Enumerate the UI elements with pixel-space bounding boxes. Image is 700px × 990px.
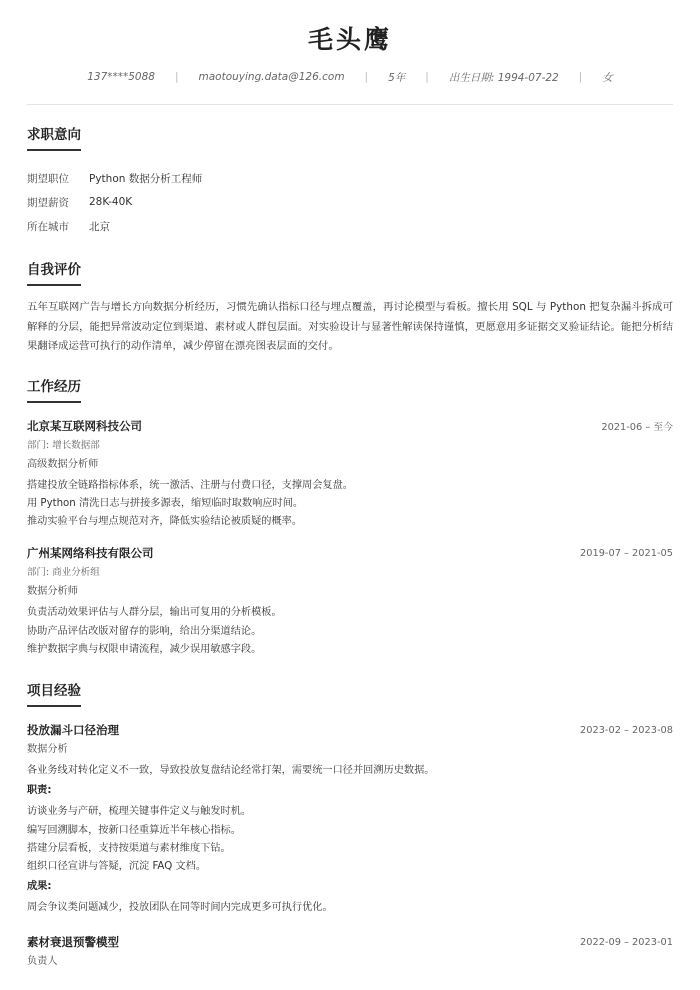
intent-key: 期望薪资 bbox=[27, 196, 69, 209]
company-name: 广州某网络科技有限公司 bbox=[27, 546, 154, 561]
project-duties bbox=[27, 803, 673, 876]
project-date: 2023-02 – 2023-08 bbox=[580, 724, 673, 736]
department: 部门: 增长数据部 bbox=[27, 439, 100, 451]
company-name: 北京某互联网科技公司 bbox=[27, 418, 142, 433]
self-eval-section bbox=[27, 259, 673, 357]
intent-row bbox=[27, 214, 673, 238]
work-section bbox=[27, 376, 673, 660]
intent-value: 28K-40K bbox=[89, 196, 133, 208]
separator: | bbox=[364, 71, 369, 83]
job-title: 数据分析师 bbox=[27, 586, 78, 598]
candidate-name: 毛头鹰 bbox=[307, 25, 392, 54]
experience-years: 5年 bbox=[388, 71, 406, 84]
project-entry bbox=[27, 721, 673, 917]
section-title-projects: 项目经验 bbox=[27, 682, 81, 707]
email-text: maotouying.data@126.com bbox=[198, 71, 345, 83]
work-duties bbox=[27, 604, 673, 659]
duty-item: 维护数据字典与权限申请流程，减少误用敏感字段。 bbox=[27, 643, 262, 655]
project-entry-header bbox=[27, 933, 673, 951]
project-date: 2022-09 – 2023-01 bbox=[580, 936, 673, 948]
intent-row bbox=[27, 166, 673, 190]
self-eval-text: 五年互联网广告与增长方向数据分析经历，习惯先确认指标口径与埋点覆盖，再讨论模型与看板。擅长用 SQL 与 Python 把复杂漏斗拆成可解释的分层，能把异常波动定位到渠道、素材或人群包层面。对实验设计与显著性解读保持谨慎，更愿意用多证据交叉验证结论。能把分析结果翻译成运营可执行的动作清单，减少停留在漂亮图表层面的交付。 bbox=[27, 301, 673, 352]
birth-date: 出生日期: 1994-07-22 bbox=[448, 71, 559, 84]
separator: | bbox=[578, 71, 583, 83]
separator: | bbox=[425, 71, 429, 83]
duty-item: 用 Python 清洗日志与拼接多源表，缩短临时取数响应时间。 bbox=[27, 497, 304, 509]
work-date: 2021-06 – 至今 bbox=[601, 421, 673, 433]
job-title: 高级数据分析师 bbox=[27, 458, 99, 470]
duty-item: 负责活动效果评估与人群分层，输出可复用的分析模板。 bbox=[27, 607, 282, 619]
work-entry bbox=[27, 417, 673, 532]
intent-value: 北京 bbox=[89, 220, 110, 233]
result-label: 成果: bbox=[27, 881, 52, 893]
duty-item: 访谈业务与产研，梳理关键事件定义与触发时机。 bbox=[27, 806, 252, 818]
work-entry-header bbox=[27, 544, 673, 562]
phone-text: 137****5088 bbox=[87, 71, 155, 83]
duty-item: 编写回溯脚本，按新口径重算近半年核心指标。 bbox=[27, 824, 241, 836]
gender-text: 女 bbox=[602, 71, 613, 84]
project-entry bbox=[27, 933, 673, 971]
section-title-self-eval: 自我评价 bbox=[27, 261, 81, 286]
work-date: 2019-07 – 2021-05 bbox=[580, 547, 673, 559]
section-title-work: 工作经历 bbox=[27, 378, 81, 403]
duties-label: 职责: bbox=[27, 785, 52, 797]
intent-row bbox=[27, 190, 673, 214]
section-title-intent: 求职意向 bbox=[27, 126, 81, 151]
project-name: 素材衰退预警模型 bbox=[27, 935, 119, 950]
duty-item: 组织口径宣讲与答疑，沉淀 FAQ 文档。 bbox=[27, 861, 207, 873]
project-role: 负责人 bbox=[27, 956, 58, 968]
work-entry-header bbox=[27, 417, 673, 435]
duty-item: 搭建分层看板，支持按渠道与素材维度下钻。 bbox=[27, 842, 231, 854]
duty-item: 推动实验平台与埋点规范对齐，降低实验结论被质疑的概率。 bbox=[27, 516, 303, 528]
project-entry-header bbox=[27, 721, 673, 739]
job-intent-section bbox=[27, 124, 673, 238]
work-entry bbox=[27, 544, 673, 659]
work-duties bbox=[27, 477, 673, 532]
projects-section bbox=[27, 680, 673, 971]
intent-list bbox=[27, 166, 673, 238]
project-description: 各业务线对转化定义不一致，导致投放复盘结论经常打架，需要统一口径并回溯历史数据。 bbox=[27, 765, 435, 777]
duty-item: 协助产品评估改版对留存的影响，给出分渠道结论。 bbox=[27, 625, 262, 637]
project-result: 周会争议类问题减少，投放团队在同等时间内完成更多可执行优化。 bbox=[27, 902, 333, 914]
department: 部门: 商业分析组 bbox=[27, 567, 100, 579]
intent-value: Python 数据分析工程师 bbox=[89, 172, 203, 185]
duty-item: 搭建投放全链路指标体系，统一激活、注册与付费口径，支撑周会复盘。 bbox=[27, 479, 353, 491]
intent-key: 所在城市 bbox=[27, 220, 69, 233]
contact-bar bbox=[27, 67, 673, 87]
intent-key: 期望职位 bbox=[27, 172, 69, 185]
separator: | bbox=[174, 71, 179, 83]
project-role: 数据分析 bbox=[27, 744, 68, 756]
project-name: 投放漏斗口径治理 bbox=[27, 723, 119, 738]
header-divider bbox=[27, 104, 673, 105]
